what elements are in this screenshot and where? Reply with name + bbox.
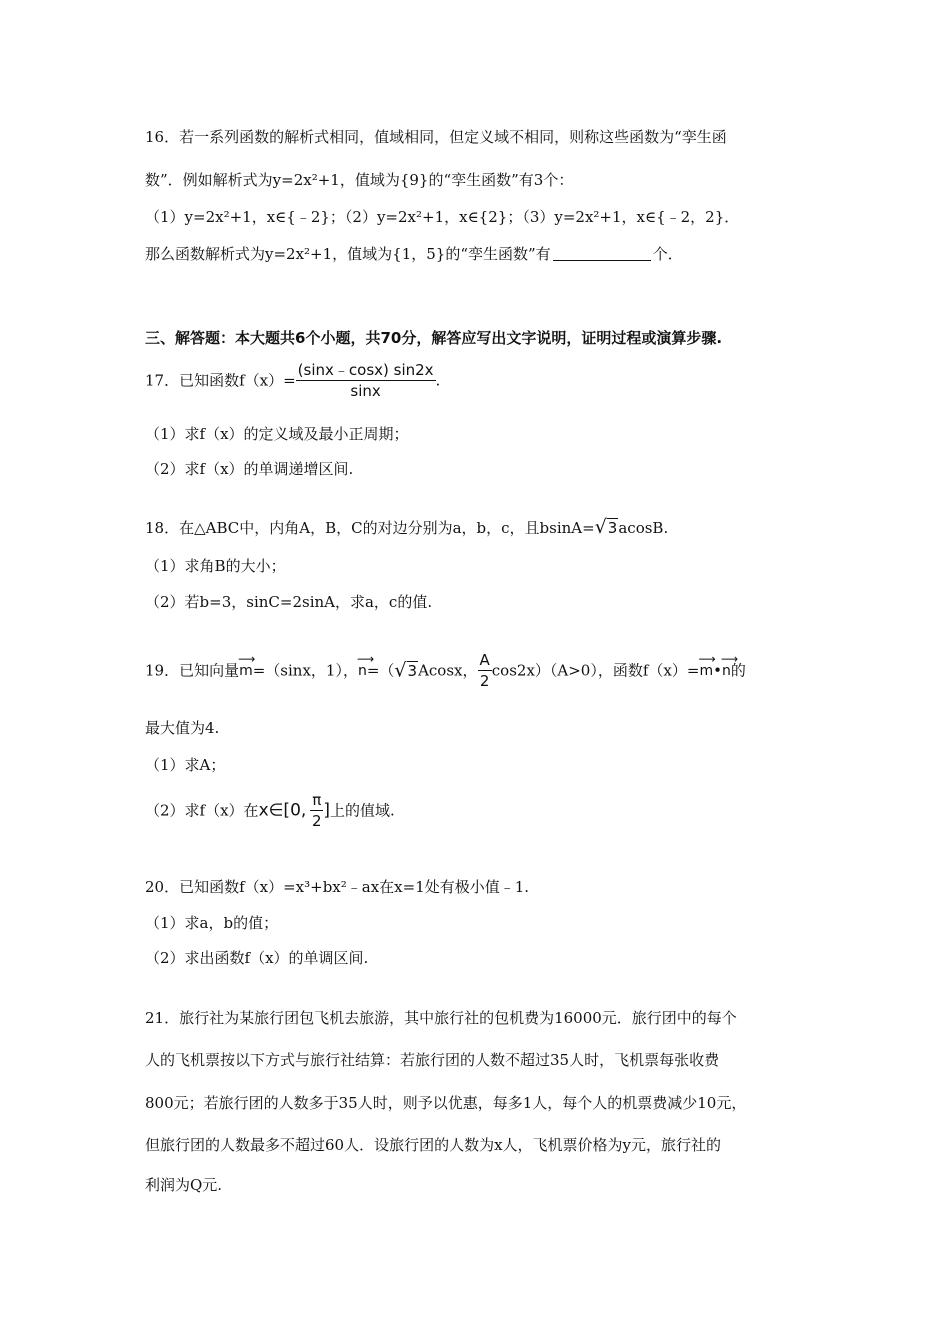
q21-line2: 人的飞机票按以下方式与旅行社结算：若旅行团的人数不超过35人时，飞机票每张收费	[145, 1051, 720, 1069]
q17-stem	[145, 360, 440, 406]
q21-line1: 21．旅行社为某旅行团包飞机去旅游，其中旅行社的包机费为16000元．旅行团中的每个	[145, 1009, 737, 1027]
q19-stem	[145, 650, 746, 696]
q19-part-a: =（sinx，1），	[252, 661, 358, 680]
sqrt-symbol: √	[394, 659, 407, 682]
q17-part2: （2）求f（x）的单调递增区间.	[145, 460, 354, 478]
q17-denominator: sinx	[350, 382, 381, 400]
q16-line1: 16．若一系列函数的解析式相同，值域相同，但定义域不相同，则称这些函数为“孪生函	[145, 128, 727, 146]
vector-m-2: ⟶ m	[699, 661, 713, 681]
q19-part2	[145, 790, 395, 836]
q19-part-c: Acosx，	[418, 661, 478, 680]
interval-fraction	[310, 790, 323, 831]
q19-part-b: =（	[366, 661, 395, 680]
q17-numerator: (sinx﹣cosx) sin2x	[297, 361, 434, 379]
q18-suffix: acosB.	[618, 519, 669, 537]
q18-part2: （2）若b=3，sinC=2sinA，求a，c的值.	[145, 593, 433, 611]
q17-fraction	[296, 360, 436, 401]
interval-num: π	[312, 791, 322, 809]
answer-blank	[553, 246, 651, 261]
q19-frac-num: A	[479, 651, 490, 669]
vector-n: ⟶ n	[358, 661, 367, 681]
q16-line2: 数”．例如解析式为y=2x²+1，值域为{9}的“孪生函数”有3个：	[145, 171, 574, 189]
q21-line4: 但旅行团的人数最多不超过60人．设旅行团的人数为x人，飞机票价格为y元，旅行社的	[145, 1136, 722, 1154]
q19-fraction	[478, 650, 492, 691]
q18-prefix: 18．在△ABC中，内角A，B，C的对边分别为a，b，c，且bsinA=	[145, 519, 595, 537]
vector-m: ⟶ m	[239, 661, 253, 681]
q16-line4-end: 个．	[652, 245, 683, 263]
q19-part-e: 的	[730, 661, 746, 680]
q20-part2: （2）求出函数f（x）的单调区间.	[145, 949, 369, 967]
interval-left: x∈[0,	[258, 800, 307, 821]
q19-radicand: 3	[407, 661, 418, 680]
dot-operator: •	[713, 661, 722, 680]
section-heading: 三、解答题：本大题共6个小题，共70分，解答应写出文字说明，证明过程或演算步骤.	[145, 329, 723, 347]
q19-p2-prefix: （2）求f（x）在	[145, 801, 259, 820]
q19-frac-den: 2	[479, 672, 490, 690]
q21-line5: 利润为Q元.	[145, 1176, 223, 1194]
q18-part1: （1）求角B的大小；	[145, 557, 286, 575]
q20-stem: 20．已知函数f（x）=x³+bx²﹣ax在x=1处有极小值﹣1.	[145, 878, 530, 896]
q21-line3: 800元；若旅行团的人数多于35人时，则予以优惠，每多1人，每个人的机票费减少10元，	[145, 1094, 747, 1112]
vector-n-2: ⟶ n	[722, 661, 731, 681]
interval-den: 2	[312, 812, 322, 830]
sqrt-symbol: √	[594, 516, 607, 538]
q19-part1: （1）求A；	[145, 756, 226, 774]
q17-part1: （1）求f（x）的定义域及最小正周期；	[145, 425, 409, 443]
q18-radicand: 3	[607, 519, 618, 537]
q16-line4	[145, 244, 683, 264]
q16-line3: （1）y=2x²+1，x∈{﹣2}；（2）y=2x²+1，x∈{2}；（3）y=2x²+1，x∈{﹣2，2}．	[145, 208, 740, 226]
q16-line4-text: 那么函数解析式为y=2x²+1，值域为{1，5}的“孪生函数”有	[145, 245, 551, 263]
q17-prefix: 17．已知函数f（x）=	[145, 371, 296, 390]
q17-suffix: .	[435, 371, 441, 390]
q20-part1: （1）求a，b的值；	[145, 914, 279, 932]
q19-line2: 最大值为4.	[145, 719, 220, 737]
q19-p2-suffix: 上的值域.	[329, 801, 395, 820]
q18-stem	[145, 517, 668, 538]
q19-prefix: 19．已知向量	[145, 661, 240, 680]
interval-right: ]	[323, 800, 330, 821]
q19-part-d: cos2x）（A>0），函数f（x）=	[491, 661, 700, 680]
